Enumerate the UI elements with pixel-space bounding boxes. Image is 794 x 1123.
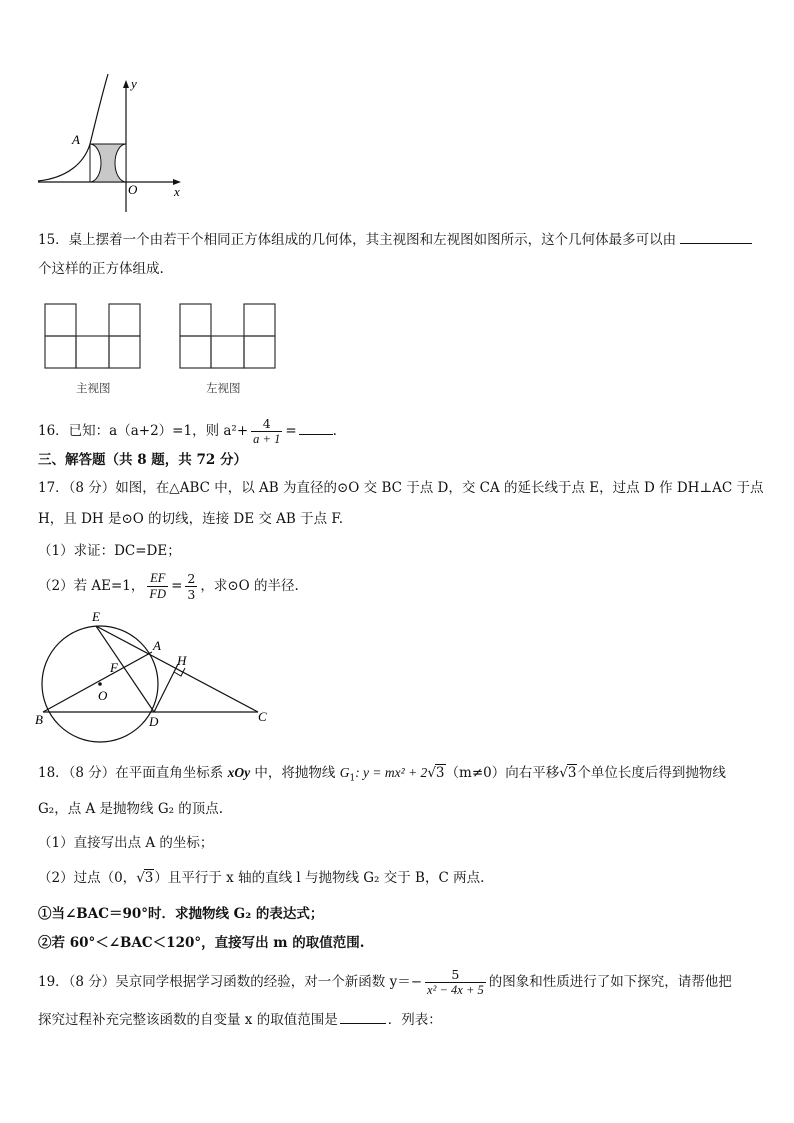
fig17-label-F: F (110, 660, 118, 675)
q17-part2: （2）若 AE=1， $\frac{EF}{FD}$ = $\frac{2}{3}$ ，求⊙O 的半径. (38, 571, 299, 602)
fig17-label-B: B (35, 712, 43, 727)
q16-fraction: $\frac{4}{a + 1}$ (253, 416, 281, 446)
q16-line: 16．已知：a（a+2）=1，则 a²+ $\frac{4}{a + 1}$ = . (38, 416, 337, 446)
q17-figure (34, 606, 274, 746)
q15-line2: 个这样的正方体组成. (38, 261, 164, 277)
label-A: A (72, 132, 80, 147)
q15-answer-blank[interactable] (680, 229, 752, 244)
fig17-label-C: C (258, 709, 267, 724)
label-y: y (131, 76, 137, 91)
q15-caption-left: 左视图 (206, 381, 241, 395)
q15-caption-main: 主视图 (76, 381, 111, 395)
q17-fraction-2-3: $\frac{2}{3}$ (187, 571, 196, 602)
q14-figure (36, 72, 196, 217)
q18-part2: （2）过点（0，√3）且平行于 x 轴的直线 l 与抛物线 G₂ 交于 B，C 两点. (38, 870, 485, 886)
q15-main-view (44, 303, 144, 371)
fig17-label-D: D (149, 714, 159, 729)
q17-line2: H，且 DH 是⊙O 的切线，连接 DE 交 AB 于点 F. (38, 511, 343, 527)
q17-line1: 17．（8 分）如图，在△ABC 中，以 AB 为直径的⊙O 交 BC 于点 D，交 CA 的延长线于点 E，过点 D 作 DH⊥AC 于点 (38, 480, 764, 496)
label-x: x (174, 184, 180, 199)
q18-sub1: ①当∠BAC＝90°时．求抛物线 G₂ 的表达式； (38, 906, 324, 922)
fig17-label-H: H (177, 653, 187, 668)
q17-fraction-ef-fd: $\frac{EF}{FD}$ (149, 571, 167, 601)
fig17-label-A: A (153, 638, 161, 653)
q18-line1: 18．（8 分）在平面直角坐标系 xOy 中，将抛物线 $G_1$: y = mx² + 2√3（m≠0）向右平移√3个单位长度后得到抛物线 (38, 765, 726, 784)
fig17-label-O: O (98, 688, 108, 703)
section-3-heading: 三、解答题（共 8 题，共 72 分） (38, 452, 247, 468)
label-O: O (128, 182, 138, 197)
q15-line1: 15．桌上摆着一个由若干个相同正方体组成的几何体，其主视图和左视图如图所示，这个几何体最多可以由 (38, 229, 752, 249)
q17-part1: （1）求证：DC=DE； (38, 543, 181, 559)
q16-answer-blank[interactable] (299, 420, 333, 435)
q15-left-view (179, 303, 279, 371)
q18-part1: （1）直接写出点 A 的坐标； (38, 835, 214, 851)
q19-fraction: $\frac{5}{\text{x² − 4x + 5}}$ (427, 967, 484, 997)
q19-answer-blank[interactable] (340, 1009, 386, 1024)
fig17-label-E: E (92, 609, 100, 624)
q19-line1: 19．（8 分）吴京同学根据学习函数的经验，对一个新函数 y＝− $\frac{5}{\text{x² − 4x + 5}}$ 的图象和性质进行了如下探究，请帮他把 (38, 967, 732, 997)
q18-line2: G₂，点 A 是抛物线 G₂ 的顶点. (38, 801, 224, 817)
q18-sub2: ②若 60°＜∠BAC＜120°，直接写出 m 的取值范围. (38, 935, 365, 951)
q19-line2: 探究过程补充完整该函数的自变量 x 的取值范围是 ．列表： (38, 1009, 442, 1029)
